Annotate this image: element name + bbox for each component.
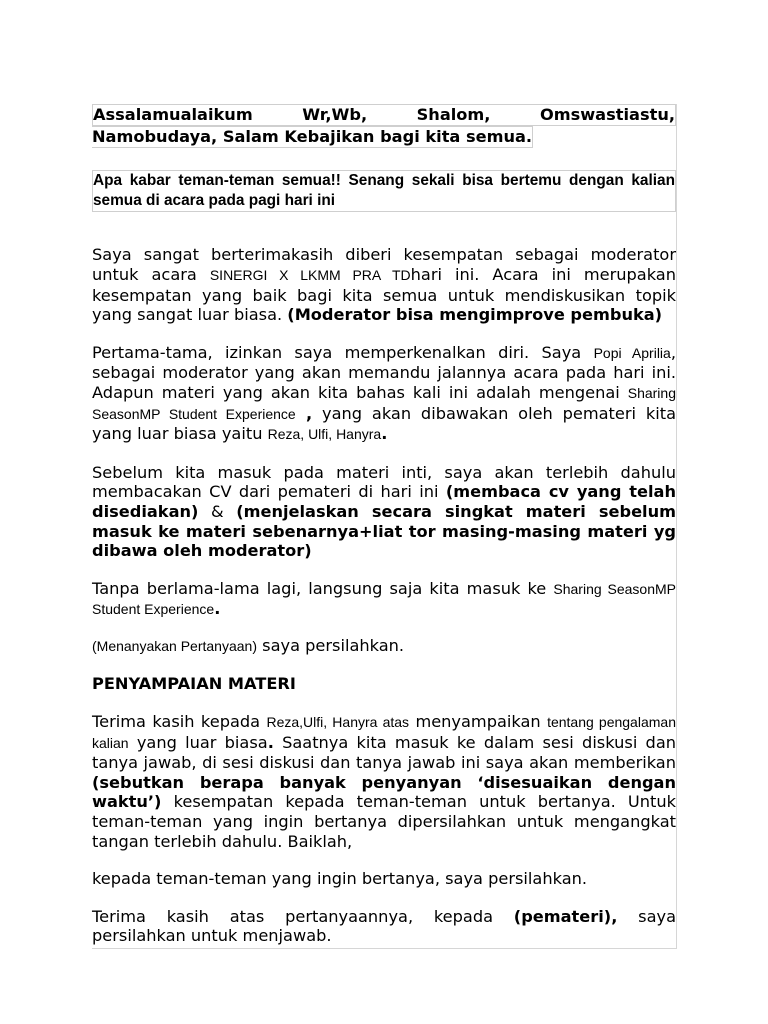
topic-name: Sharing SeasonMP Student Experience — [92, 580, 676, 618]
paragraph-invite-questions: kepada teman-teman yang ingin bertanya, saya persilahkan. — [92, 869, 588, 889]
topic-name: Sharing SeasonMP Student Experience — [92, 384, 676, 422]
paragraph-answer — [92, 907, 676, 946]
instruction-note: (membaca cv yang telah disediakan) — [92, 482, 676, 521]
greeting-line-2: Namobudaya, Salam Kebajikan bagi kita semua. — [92, 127, 533, 146]
text: . — [214, 599, 221, 619]
paragraph-discussion — [92, 712, 676, 851]
speaker-names: Reza,Ulfi, Hanyra atas — [266, 714, 410, 731]
text: Sebelum kita masuk pada materi inti, saya akan terlebih dahulu membacakan CV dari pemateri di hari ini — [92, 462, 676, 502]
event-name: SINERGI X LKMM PRA TD — [209, 266, 411, 283]
speaker-names: Reza, Ulfi, Hanyra — [267, 426, 382, 443]
text: hari ini. Acara ini merupakan kesempatan yang baik bagi kita semua untuk mendiskusikan topik yang sangat luar biasa. — [92, 264, 676, 325]
text: menyampaikan — [409, 712, 548, 732]
text: Terima kasih kepada — [92, 712, 267, 732]
paragraph-thanks — [92, 245, 676, 324]
instruction-note: (menjelaskan secara singkat materi sebelum masuk ke materi sebenarnya+liat tor masing-masing materi yg dibawa oleh moderator) — [92, 501, 676, 561]
text: , — [295, 403, 313, 423]
instruction-note: (Moderator bisa mengimprove pembuka) — [287, 305, 663, 325]
text: Pertama-tama, izinkan saya memperkenalkan diri. Saya — [92, 342, 594, 362]
text: Tanpa berlama-lama lagi, langsung saja kita masuk ke — [92, 578, 554, 598]
text: Saatnya kita masuk ke dalam sesi diskusi dan tanya jawab, di sesi diskusi dan tanya jawab ini saya akan memberikan — [92, 732, 676, 773]
paragraph-start — [92, 579, 676, 620]
text: saya persilahkan untuk menjawab. — [92, 906, 676, 946]
text: Terima kasih atas pertanyaannya, kepada — [92, 906, 514, 926]
instruction-note: (sebutkan berapa banyak penyanyan ‘disesuaikan dengan waktu’) — [92, 772, 676, 812]
text: , sebagai moderator yang akan memandu jalannya acara pada hari ini. Adapun materi yang akan kita bahas kali ini adalah mengenai — [92, 342, 676, 402]
text: kesempatan kepada teman-teman untuk bertanya. Untuk teman-teman yang ingin bertanya dipersilahkan untuk mengangkat tangan terlebih dahulu. Baiklah, — [92, 792, 676, 851]
moderator-name: Popi Aprilia — [593, 344, 671, 361]
text: . — [381, 424, 388, 444]
instruction-note: (Menanyakan Pertanyaan) — [92, 637, 257, 654]
paragraph-introduction — [92, 343, 676, 445]
text: saya persilahkan. — [257, 635, 405, 655]
section-heading: PENYAMPAIAN MATERI — [92, 674, 296, 694]
text: . — [267, 732, 274, 752]
intro-paragraph: Apa kabar teman-teman semua!! Senang sekali bisa bertemu dengan kalian semua di acara pada pagi hari ini — [92, 170, 676, 212]
greeting — [92, 104, 676, 148]
text: yang akan dibawakan oleh pemateri kita yang luar biasa yaitu — [92, 403, 676, 444]
paragraph-cv — [92, 463, 676, 561]
text: tentang pengalaman kalian — [92, 714, 676, 751]
document-body — [92, 104, 677, 949]
text: Saya sangat berterimakasih diberi kesempatan sebagai moderator untuk acara — [92, 245, 676, 284]
greeting-line-1: Assalamualaikum Wr,Wb, Shalom, Omswastiastu, — [93, 105, 675, 124]
paragraph-question — [92, 636, 676, 657]
text: & — [198, 501, 237, 521]
text: yang luar biasa — [128, 732, 268, 752]
instruction-note: (pemateri), — [513, 906, 618, 926]
